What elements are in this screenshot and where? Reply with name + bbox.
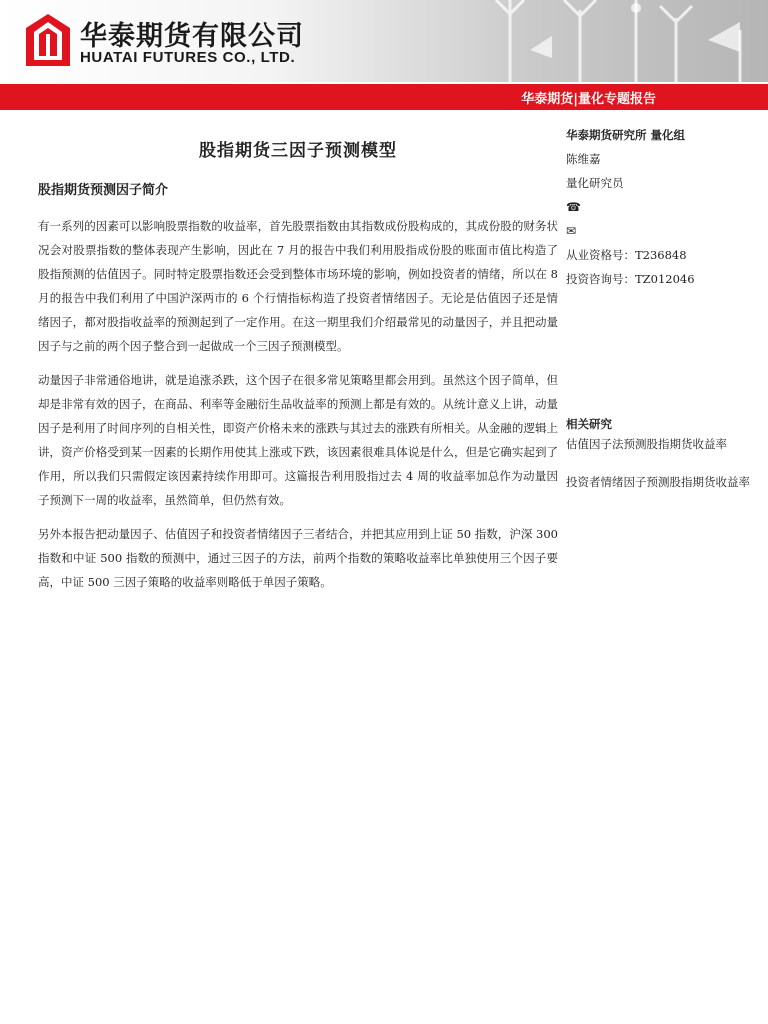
author-sidebar [566,124,762,292]
main-content [38,130,558,604]
company-name-cn: 华泰期货有限公司 [80,21,304,52]
report-type-bar [0,84,768,110]
related-research-item[interactable]: 投资者情绪因子预测股指期货收益率 [566,475,750,489]
analyst-name: 陈维嘉 [566,152,601,166]
body-paragraph: 另外本报告把动量因子、估值因子和投资者情绪因子三者结合，并把其应用到上证 50 指数，沪深 300 指数和中证 500 指数的预测中，通过三因子的方法，前两个指数的策略收益率比单独使用三个因子要高，中证 500 三因子策略的收益率则略低于单因子策略。 [38,527,558,589]
analyst-title: 量化研究员 [566,176,624,190]
consulting-number: 投资咨询号：TZ012046 [566,272,695,286]
research-org: 华泰期货研究所 量化组 [566,128,686,142]
body-paragraph: 动量因子非常通俗地讲，就是追涨杀跌，这个因子在很多常见策略里都会用到。虽然这个因子简单，但却是非常有效的因子，在商品、利率等金融衍生品收益率的预测上都是有效的。从统计意义上讲，动量因子是利用了时间序列的自相关性，即资产价格未来的涨跌与其过去的涨跌有所相关。从金融的逻辑上讲，资产价格受到某一因素的长期作用使其上涨或下跌，该因素很难具体说是什么，但是它确实起到了作用，所以我们只需假定该因素持续作用即可。这篇报告利用股指过去 4 周的收益率加总作为动量因子预测下一周的收益率，虽然简单，但仍然有效。 [38,373,558,507]
page-title: 股指期货三因子预测模型 [199,141,397,161]
related-research [566,414,766,510]
qualification-number: 从业资格号：T236848 [566,248,687,262]
related-research-heading: 相关研究 [566,417,612,431]
section-title: 股指期货预测因子简介 [38,183,169,198]
phone-icon: ☎ [566,200,581,214]
email-icon: ✉ [566,224,577,238]
related-research-item[interactable]: 估值因子法预测股指期货收益率 [566,437,727,451]
report-type-label: 华泰期货|量化专题报告 [521,92,656,107]
report-header [0,0,768,82]
huatai-logo-icon [26,14,70,66]
header-decoration [440,0,768,82]
body-paragraph: 有一系列的因素可以影响股票指数的收益率，首先股票指数由其指数成份股构成的，其成份股的财务状况会对股票指数的整体表现产生影响，因此在 7 月的报告中我们利用股指成份股的账面市值比构造了股指预测的估值因子。同时特定股票指数还会受到整体市场环境的影响，例如投资者的情绪，所以在 8 月的报告中我们利用了中国沪深两市的 6 个行情指标构造了投资者情绪因子。无论是估值因子还是情绪因子，都对股指收益率的预测起到了一定作用。在这一期里我们介绍最常见的动量因子，并且把动量因子与之前的两个因子整合到一起做成一个三因子预测模型。 [38,219,558,353]
company-name-en: HUATAI FUTURES CO., LTD. [80,49,296,66]
